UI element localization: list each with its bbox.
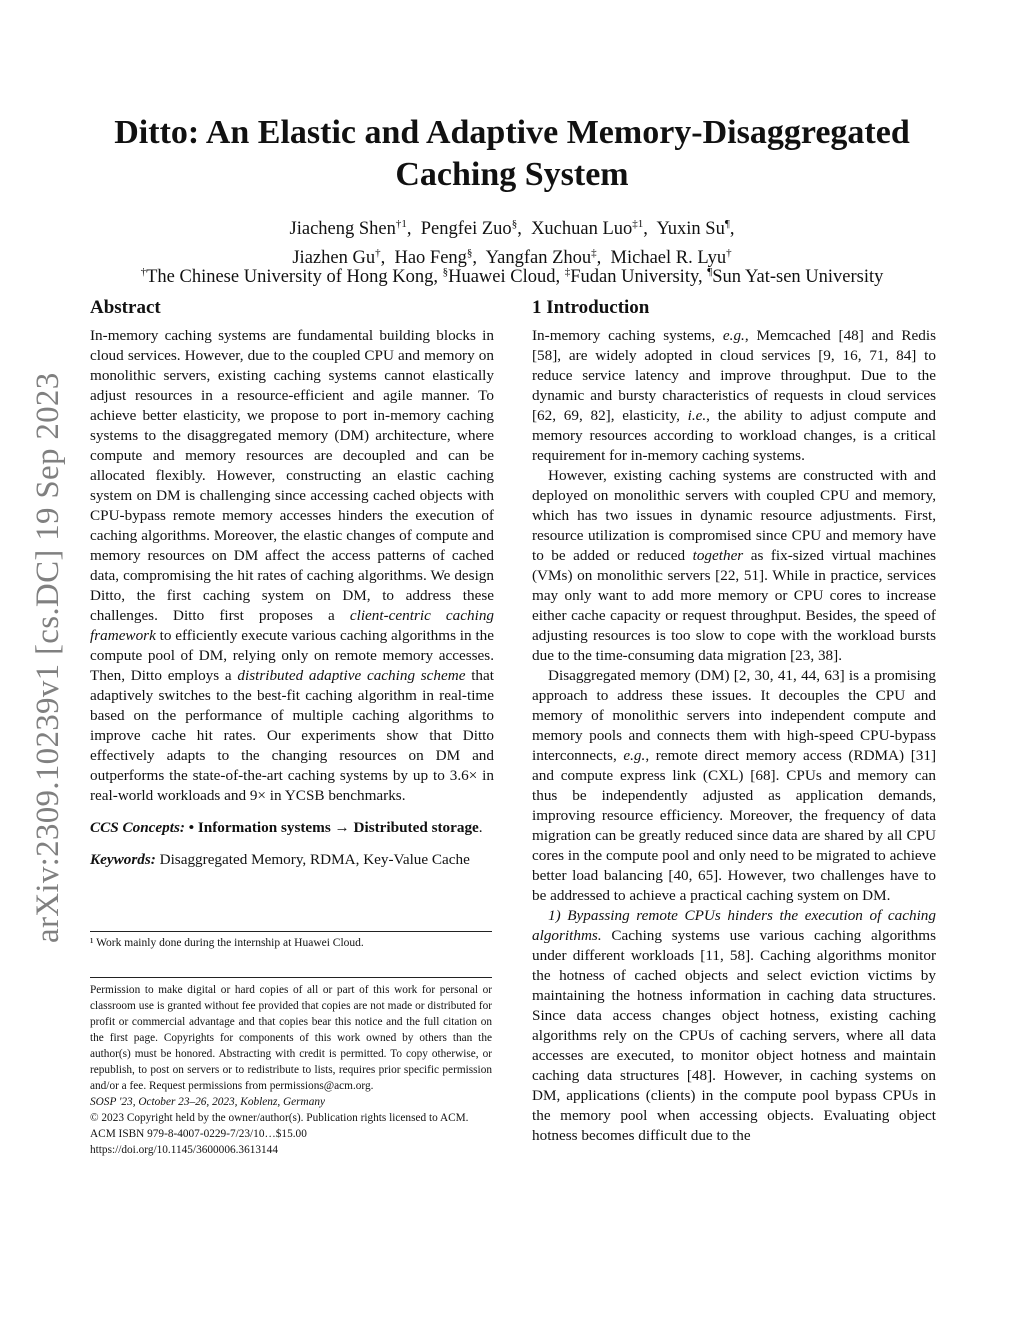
- text-part: In-memory caching systems,: [532, 327, 723, 344]
- doi-link[interactable]: https://doi.org/10.1145/3600006.3613144: [90, 1144, 278, 1156]
- right-column: [532, 296, 936, 1146]
- author-mark: †: [726, 247, 732, 260]
- left-column: [90, 296, 494, 870]
- text-part: Disaggregated memory (DM) [2, 30, 41, 44, 63] is a promising approach to address these issues. It decouples the CPU and memory of monolithic servers into independent compute and memory pools and connects them with high-speed CPU-bypass interconnects,: [532, 667, 936, 764]
- ccs-concepts: [90, 818, 494, 838]
- permission-text: Permission to make digital or hard copies of all or part of this work for personal or classroom use is granted without fee provided that copies are not made or distributed for profit or commercial advantage and that copies bear this notice and the full citation on the first page. Copyrights for components of this work owned by others than the author(s) must be honored. Abstracting with credit is permitted. To copy otherwise, or republish, to post on servers or to redistribute to lists, requires prior specific permission and/or a fee. Request permissions from permissions@acm.org.: [90, 984, 492, 1092]
- abstract-emphasis: distributed adaptive caching scheme: [237, 667, 466, 684]
- ccs-label: CCS Concepts:: [90, 819, 185, 836]
- text-part: , Memcached [48] and Redis [58], are widely adopted in cloud services [9, 16, 71, 84] to reduce service latency and improve throughput. Due to the dynamic and bursty characteristics of requests in cloud services [62, 69, 82], elasticity,: [532, 327, 936, 424]
- author-mark: §: [466, 247, 473, 260]
- abstract-part: In-memory caching systems are fundamental building blocks in cloud services. However, due to the coupled CPU and memory on monolithic servers, existing caching systems cannot elastically adjust resources in a resource-efficient and agile manner. To achieve better elasticity, we propose to port in-memory caching systems to the disaggregated memory (DM) architecture, where compute and memory resources are decoupled and can be allocated flexibly. However, constructing an elastic caching system on DM is challenging since accessing cached objects with CPU-bypass remote memory accesses hinders the execution of caching algorithms. Moreover, the elastic changes of compute and memory resources on DM affect the access patterns of cached data, compromising the hit rates of caching algorithms. We design Ditto, the first caching system on DM, to address these challenges. Ditto first proposes a: [90, 327, 494, 624]
- affiliation: Fudan University,: [570, 267, 708, 288]
- author-mark: ¶: [724, 218, 730, 230]
- intro-paragraph-4: [532, 906, 936, 1146]
- author-name: Yangfan Zhou: [485, 248, 592, 269]
- emphasis: together: [692, 547, 744, 564]
- emphasis: i.e.: [687, 407, 707, 424]
- intro-paragraph-2: [532, 466, 936, 666]
- author-name: Jiacheng Shen: [289, 219, 396, 240]
- affiliation-mark: §: [442, 266, 449, 278]
- permission-block: [90, 982, 492, 1158]
- author-name: Hao Feng: [394, 248, 467, 269]
- author-mark: ‡: [591, 247, 597, 260]
- intro-paragraph-3: [532, 666, 936, 906]
- permission-rule: [90, 977, 492, 978]
- affiliation-mark: †: [140, 266, 147, 278]
- abstract-part: to efficiently execute various caching algorithms in the compute pool of DM, relying only on remote memory accesses. Then, Ditto employs a: [90, 627, 494, 684]
- author-line-1: Jiacheng Shen$^{\dagger 1}$, Pengfei Zuo§, Xuchuan Luo$^{\ddagger 1}$, Yuxin Su¶,: [289, 218, 735, 240]
- ccs-end: .: [478, 819, 483, 836]
- affiliation: Sun Yat-sen University: [712, 267, 884, 288]
- text-part: as fix-sized virtual machines (VMs) on monolithic servers [22, 51]. While in practice, services may only want to add more memory or CPU cores to increase either cache capacity or request throughput. Besides, the speed of adjusting resources is too slow to cope with the workload bursts due to the time-consuming data migration [23, 38].: [532, 547, 936, 664]
- arxiv-identifier: arXiv:2309.10239v1 [cs.DC] 19 Sep 2023: [30, 372, 66, 943]
- footnote: ¹ Work mainly done during the internship at Huawei Cloud.: [90, 937, 364, 949]
- abstract-text: [90, 326, 494, 806]
- emphasis: 1) Bypassing remote CPUs hinders the execution of caching algorithms.: [532, 907, 936, 944]
- intro-paragraph-1: [532, 326, 936, 466]
- title-line-1: Ditto: An Elastic and Adaptive Memory-Disaggregated: [114, 114, 910, 151]
- keywords: [90, 850, 494, 870]
- ccs-text: • Information systems → Distributed storage: [184, 819, 479, 836]
- paper-title: [60, 112, 964, 196]
- venue: SOSP '23, October 23–26, 2023, Koblenz, Germany: [90, 1096, 326, 1108]
- author-name: Xuchuan Luo: [531, 219, 633, 240]
- footnote-rule: [90, 931, 492, 932]
- author-line-2: Jiazhen Gu†, Hao Feng§, Yangfan Zhou‡, Michael R. Lyu†: [292, 247, 732, 269]
- abstract-emphasis: client-centric caching framework: [90, 607, 495, 644]
- emphasis: e.g.: [722, 327, 745, 344]
- author-name: Yuxin Su: [656, 219, 725, 240]
- keywords-label: Keywords:: [90, 851, 156, 868]
- author-name: Jiazhen Gu: [292, 248, 376, 269]
- abstract-part: that adaptively switches to the best-fit caching algorithm in real-time based on the performance of multiple caching algorithms to improve cache hit rates. Our experiments show that Ditto effectively adapts to the changing resources on DM and outperforms the state-of-the-art caching systems by up to 3.6× in real-world workloads and 9× in YCSB benchmarks.: [90, 667, 494, 804]
- author-name: Michael R. Lyu: [610, 248, 727, 269]
- author-mark: ‡1: [632, 218, 644, 230]
- author-name: Pengfei Zuo: [420, 219, 512, 240]
- emphasis: e.g.: [623, 747, 646, 764]
- affiliation: Huawei Cloud,: [448, 267, 565, 288]
- introduction-heading: 1 Introduction: [532, 297, 650, 318]
- author-mark: †1: [395, 218, 407, 230]
- isbn: ACM ISBN 979-8-4007-0229-7/23/10…$15.00: [90, 1128, 307, 1140]
- author-mark: §: [511, 218, 518, 230]
- keywords-text: Disaggregated Memory, RDMA, Key-Value Cache: [155, 851, 470, 868]
- text-part: , the ability to adjust compute and memory resources according to workload changes, is a critical requirement for in-memory caching systems.: [532, 407, 936, 464]
- affiliation-mark: ‡: [564, 266, 571, 278]
- title-line-2: Caching System: [395, 156, 629, 193]
- affiliation-mark: ¶: [707, 266, 713, 278]
- affiliations: [80, 260, 944, 289]
- copyright: © 2023 Copyright held by the owner/author(s). Publication rights licensed to ACM.: [90, 1112, 469, 1124]
- author-mark: †: [375, 247, 381, 260]
- text-part: However, existing caching systems are constructed with and deployed on monolithic servers with coupled CPU and memory, which has two issues in dynamic resource adjustments. First, resource utilization is compromised since CPU and memory have to be added or reduced: [532, 467, 936, 564]
- text-part: Caching systems use various caching algorithms under different workloads [11, 58]. Caching algorithms monitor the hotness of cached objects and select eviction victims by maintaining the hotness information in caching data structures. Since data access changes object hotness, existing caching algorithms rely on the CPUs of caching servers, where all data accesses are executed, to monitor object hotness and maintain caching data structures [48]. However, in caching systems on DM, applications (clients) in the compute pool bypass CPUs in the memory pool when accessing objects. Evaluating object hotness becomes difficult due to the: [532, 927, 936, 1144]
- text-part: , remote direct memory access (RDMA) [31] and compute express link (CXL) [68]. CPUs and memory can thus be independently adjusted as application demands, improving resource efficiency. Moreover, the frequency of data migration can be greatly reduced since data are shared by all CPU cores in the compute pool and only need to be migrated to achieve better load balancing [40, 65]. However, two challenges have to be addressed to achieve a practical caching system on DM.: [532, 747, 936, 904]
- abstract-heading: Abstract: [90, 297, 161, 318]
- affiliation: The Chinese University of Hong Kong,: [146, 267, 443, 288]
